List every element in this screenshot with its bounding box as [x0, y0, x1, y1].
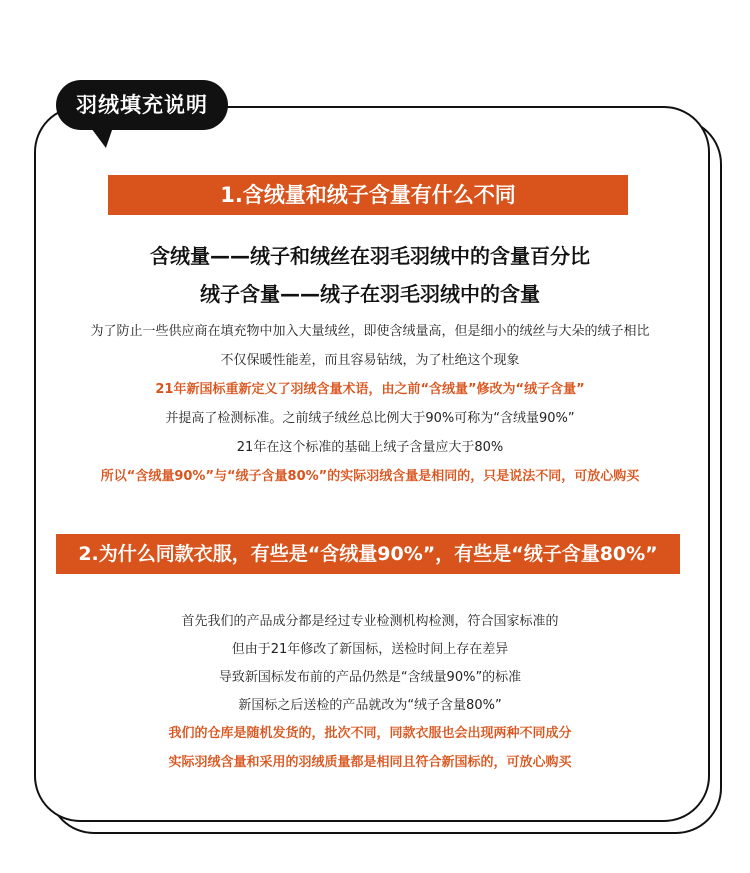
- section2-line: 但由于21年修改了新国标，送检时间上存在差异: [231, 642, 509, 657]
- section1-line: 为了防止一些供应商在填充物中加入大量绒丝，即使含绒量高，但是细小的绒丝与大朵的绒子相比: [90, 324, 650, 339]
- section1-line: 并提高了检测标准。之前绒子绒丝总比例大于90%可称为“含绒量90%”: [165, 411, 575, 426]
- section2-highlight-line: 实际羽绒含量和采用的羽绒质量都是相同且符合新国标的，可放心购买: [168, 755, 572, 770]
- section1-line: 21年在这个标准的基础上绒子含量应大于80%: [236, 440, 504, 455]
- section2-banner: 2.为什么同款衣服，有些是“含绒量90%”，有些是“绒子含量80%”: [56, 534, 680, 574]
- section2-line: 新国标之后送检的产品就改为“绒子含量80%”: [238, 698, 502, 713]
- section2-line: 导致新国标发布前的产品仍然是“含绒量90%”的标准: [218, 670, 522, 685]
- section1-line: 不仅保暖性能差，而且容易钻绒，为了杜绝这个现象: [220, 353, 520, 368]
- section1-heading-1: 含绒量——绒子和绒丝在羽毛羽绒中的含量百分比: [150, 244, 590, 268]
- section2-line: 首先我们的产品成分都是经过专业检测机构检测，符合国家标准的: [181, 614, 559, 629]
- title-badge: 羽绒填充说明: [56, 80, 228, 130]
- section1-highlight-line: 所以“含绒量90%”与“绒子含量80%”的实际羽绒含量是相同的，只是说法不同，可放心购买: [100, 469, 640, 484]
- section1-heading-2: 绒子含量——绒子在羽毛羽绒中的含量: [200, 282, 540, 306]
- section2-highlight-line: 我们的仓库是随机发货的，批次不同，同款衣服也会出现两种不同成分: [168, 726, 572, 741]
- section1-banner: 1.含绒量和绒子含量有什么不同: [108, 175, 628, 215]
- section1-highlight-line: 21年新国标重新定义了羽绒含量术语，由之前“含绒量”修改为“绒子含量”: [155, 382, 585, 397]
